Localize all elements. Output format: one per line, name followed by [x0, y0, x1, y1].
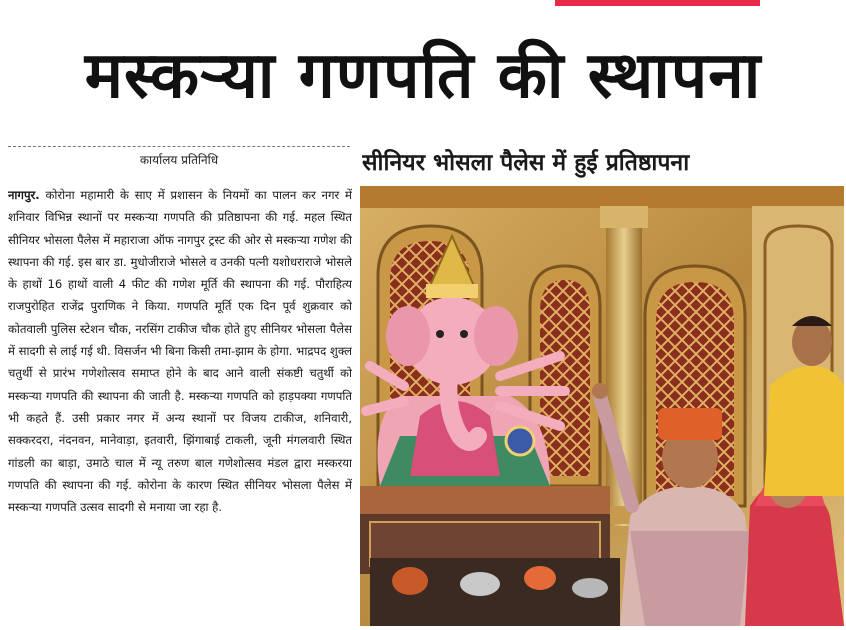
- byline: कार्यालय प्रतिनिधि: [139, 153, 219, 167]
- article-body: [8, 184, 352, 624]
- byline-divider: [8, 146, 350, 147]
- photo-subhead: सीनियर भोसला पैलेस में हुई प्रतिष्ठापना: [362, 150, 690, 176]
- top-accent-strip: [555, 0, 760, 6]
- ganesh-installation-photo: [360, 186, 844, 626]
- article-dateline: नागपुर.: [8, 188, 40, 202]
- article-text: कोरोना महामारी के साए में प्रशासन के नियमों का पालन कर नगर में शनिवार विभिन्न स्थानों पर मस्कर्‍या गणपति की प्रतिष्ठापना की गई. महल स्थित सीनियर भोसला पैलेस में महाराजा ऑफ नागपुर ट्रस्ट की ओर से मस्कर्‍या गणेश की स्थापना की गई. इस बार डा. मुधोजीराजे भोसले व उनकी पत्नी यशोधराराजे भोसले के हाथों 16 हाथों वाली 4 फीट की गणेश मूर्ति की स्थापना की गई. पौराहित्य राजपुरोहित राजेंद्र पुराणिक ने किया. गणपति मूर्ति एक दिन पूर्व शुक्रवार को कोतवाली पुलिस स्टेशन चौक, नरसिंग टाकीज चौक होते हुए सीनियर भोसला पैलेस में सादगी से लाई गई थी. विसर्जन भी बिना किसी तमा-झाम के होगा. भाद्रपद शुक्ल चतुर्थी से प्रारंभ गणेशोत्सव समाप्त होने के बाद आने वाली संकष्टी चतुर्थी को मस्कर्‍या गणपति की स्थापना की जाती है. मस्कर्‍या गणपति को हाड़पक्या गणपति भी कहते हैं. उसी प्रकार नगर में अन्य स्थानों पर विजय टाकीज, शनिवारी, सक्करदरा, नंदनवन, मानेवाड़ा, इतवारी, झिंगाबाई टाकली, जूनी मंगलवारी स्थित गांडली का बाड़ा, उमाठे चाल में न्यू तरुण बाल गणेशोत्सव मंडल द्वारा मस्करया गणपति की स्थापना की गई. कोरोना के कारण स्थित सीनियर भोसला पैलेस में मस्कर्‍या गणपति उत्सव सादगी से मनाया जा रहा है.: [8, 188, 352, 515]
- offerings-tray: [370, 558, 620, 626]
- headline: मस्कर्‍या गणपति की स्थापना: [84, 39, 762, 113]
